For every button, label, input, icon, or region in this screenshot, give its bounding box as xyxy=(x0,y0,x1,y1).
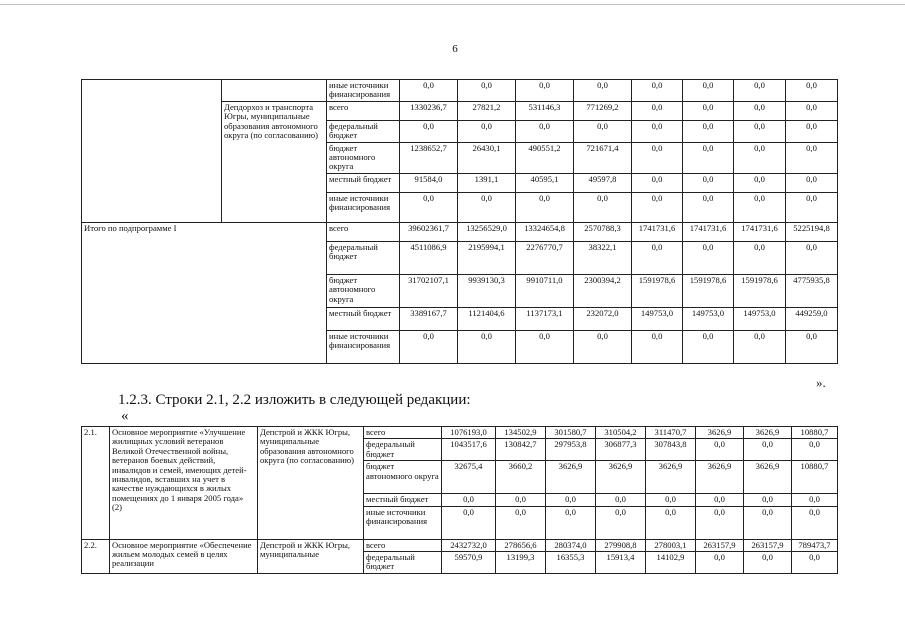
value-cell: 0,0 xyxy=(792,552,838,574)
value-cell: 9910711,0 xyxy=(516,274,574,307)
value-cell: 0,0 xyxy=(786,101,838,120)
value-cell: 0,0 xyxy=(734,192,786,222)
value-cell: 0,0 xyxy=(792,506,838,539)
value-cell: 0,0 xyxy=(786,120,838,142)
value-cell: 0,0 xyxy=(646,506,696,539)
row-number: 2.1. xyxy=(82,427,110,540)
funding-source: федеральный бюджет xyxy=(364,552,442,574)
value-cell: 232072,0 xyxy=(574,307,632,330)
value-cell: 0,0 xyxy=(496,506,546,539)
funding-source: иные источники финансирования xyxy=(327,330,400,363)
value-cell: 263157,9 xyxy=(696,539,744,551)
value-cell: 0,0 xyxy=(632,192,683,222)
subtotal-label: Итого по подпрограмме I xyxy=(82,222,327,363)
blank-cell xyxy=(222,80,327,102)
value-cell: 2570788,3 xyxy=(574,222,632,241)
value-cell: 39602361,7 xyxy=(400,222,458,241)
value-cell: 0,0 xyxy=(734,80,786,102)
value-cell: 3660,2 xyxy=(496,461,546,494)
value-cell: 2195994,1 xyxy=(458,241,516,274)
closing-quote: ». xyxy=(816,375,826,390)
funding-source: иные источники финансирования xyxy=(364,506,442,539)
value-cell: 0,0 xyxy=(734,173,786,192)
value-cell: 0,0 xyxy=(683,120,734,142)
value-cell: 2276770,7 xyxy=(516,241,574,274)
value-cell: 771269,2 xyxy=(574,101,632,120)
executor-cell: Депстрой и ЖКК Югры, муниципальные образования автономного округа (по согласованию) xyxy=(258,427,364,540)
value-cell: 0,0 xyxy=(516,120,574,142)
value-cell: 0,0 xyxy=(734,120,786,142)
value-cell: 0,0 xyxy=(792,494,838,506)
funding-source: местный бюджет xyxy=(364,494,442,506)
value-cell: 1121404,6 xyxy=(458,307,516,330)
value-cell: 0,0 xyxy=(516,330,574,363)
value-cell: 0,0 xyxy=(696,439,744,461)
activity-title: Основное мероприятие «Обеспечение жильем молодых семей в целях реализации xyxy=(110,539,258,573)
value-cell: 3626,9 xyxy=(696,461,744,494)
value-cell: 1741731,6 xyxy=(632,222,683,241)
activity-title: Основное мероприятие «Улучшение жилищных условий ветеранов Великой Отечественной войны, ветеранов боевых действий, инвалидов и семей, имеющих детей-инвалидов, вставших на учет в качестве нуждающихся в жилых помещениях до 1 января 2005 года» (2) xyxy=(110,427,258,540)
value-cell: 0,0 xyxy=(683,80,734,102)
value-cell: 0,0 xyxy=(632,142,683,173)
value-cell: 0,0 xyxy=(786,80,838,102)
value-cell: 0,0 xyxy=(546,506,596,539)
funding-source: бюджет автономного округа xyxy=(327,142,400,173)
value-cell: 13256529,0 xyxy=(458,222,516,241)
funding-source: всего xyxy=(364,427,442,439)
funding-source: бюджет автономного округа xyxy=(364,461,442,494)
value-cell: 0,0 xyxy=(744,439,792,461)
value-cell: 0,0 xyxy=(683,142,734,173)
executor-cell: Депстрой и ЖКК Югры, муниципальные xyxy=(258,539,364,573)
value-cell: 3626,9 xyxy=(744,461,792,494)
funding-source: всего xyxy=(364,539,442,551)
value-cell: 0,0 xyxy=(400,192,458,222)
value-cell: 1741731,6 xyxy=(683,222,734,241)
value-cell: 0,0 xyxy=(632,101,683,120)
value-cell: 0,0 xyxy=(696,506,744,539)
opening-quote: « xyxy=(121,408,129,424)
value-cell: 2432732,0 xyxy=(442,539,496,551)
value-cell: 0,0 xyxy=(683,173,734,192)
value-cell: 0,0 xyxy=(786,142,838,173)
value-cell: 531146,3 xyxy=(516,101,574,120)
value-cell: 1238652,7 xyxy=(400,142,458,173)
value-cell: 0,0 xyxy=(734,142,786,173)
executor-cell: Депдорхоз и транспорта Югры, муниципальные образования автономного округа (по согласованию) xyxy=(222,101,327,222)
value-cell: 26430,1 xyxy=(458,142,516,173)
table-row xyxy=(82,427,838,439)
value-cell: 306877,3 xyxy=(596,439,646,461)
value-cell: 0,0 xyxy=(744,506,792,539)
value-cell: 0,0 xyxy=(400,120,458,142)
value-cell: 49597,8 xyxy=(574,173,632,192)
value-cell: 0,0 xyxy=(786,330,838,363)
value-cell: 91584,0 xyxy=(400,173,458,192)
value-cell: 0,0 xyxy=(683,101,734,120)
value-cell: 0,0 xyxy=(632,241,683,274)
value-cell: 0,0 xyxy=(683,241,734,274)
value-cell: 3626,9 xyxy=(546,461,596,494)
value-cell: 0,0 xyxy=(696,494,744,506)
value-cell: 1043517,6 xyxy=(442,439,496,461)
value-cell: 14102,9 xyxy=(646,552,696,574)
value-cell: 0,0 xyxy=(458,120,516,142)
value-cell: 2300394,2 xyxy=(574,274,632,307)
funding-table-rows-2-1-2-2 xyxy=(81,426,838,574)
value-cell: 310504,2 xyxy=(596,427,646,439)
value-cell: 149753,0 xyxy=(734,307,786,330)
value-cell: 0,0 xyxy=(458,80,516,102)
value-cell: 0,0 xyxy=(574,330,632,363)
value-cell: 27821,2 xyxy=(458,101,516,120)
funding-source: местный бюджет xyxy=(327,173,400,192)
funding-source: бюджет автономного округа xyxy=(327,274,400,307)
value-cell: 297953,8 xyxy=(546,439,596,461)
funding-source: местный бюджет xyxy=(327,307,400,330)
value-cell: 59570,9 xyxy=(442,552,496,574)
value-cell: 32675,4 xyxy=(442,461,496,494)
value-cell: 311470,7 xyxy=(646,427,696,439)
value-cell: 0,0 xyxy=(683,192,734,222)
value-cell: 490551,2 xyxy=(516,142,574,173)
value-cell: 134502,9 xyxy=(496,427,546,439)
value-cell: 15913,4 xyxy=(596,552,646,574)
value-cell: 9939130,3 xyxy=(458,274,516,307)
row-number: 2.2. xyxy=(82,539,110,573)
value-cell: 4775935,8 xyxy=(786,274,838,307)
value-cell: 16355,3 xyxy=(546,552,596,574)
value-cell: 0,0 xyxy=(400,80,458,102)
value-cell: 278656,6 xyxy=(496,539,546,551)
value-cell: 3626,9 xyxy=(596,461,646,494)
value-cell: 40595,1 xyxy=(516,173,574,192)
value-cell: 149753,0 xyxy=(683,307,734,330)
value-cell: 10880,7 xyxy=(792,427,838,439)
value-cell: 1137173,1 xyxy=(516,307,574,330)
value-cell: 1391,1 xyxy=(458,173,516,192)
value-cell: 0,0 xyxy=(696,552,744,574)
value-cell: 149753,0 xyxy=(632,307,683,330)
table-row xyxy=(82,539,838,551)
value-cell: 0,0 xyxy=(574,80,632,102)
value-cell: 721671,4 xyxy=(574,142,632,173)
value-cell: 3626,9 xyxy=(696,427,744,439)
value-cell: 0,0 xyxy=(744,494,792,506)
value-cell: 0,0 xyxy=(786,173,838,192)
value-cell: 301580,7 xyxy=(546,427,596,439)
value-cell: 1591978,6 xyxy=(683,274,734,307)
value-cell: 0,0 xyxy=(596,494,646,506)
value-cell: 0,0 xyxy=(683,330,734,363)
funding-source: федеральный бюджет xyxy=(364,439,442,461)
value-cell: 0,0 xyxy=(442,494,496,506)
funding-source: федеральный бюджет xyxy=(327,120,400,142)
value-cell: 0,0 xyxy=(442,506,496,539)
value-cell: 0,0 xyxy=(646,494,696,506)
value-cell: 3626,9 xyxy=(646,461,696,494)
value-cell: 130842,7 xyxy=(496,439,546,461)
value-cell: 1076193,0 xyxy=(442,427,496,439)
value-cell: 1741731,6 xyxy=(734,222,786,241)
value-cell: 307843,8 xyxy=(646,439,696,461)
value-cell: 0,0 xyxy=(786,241,838,274)
value-cell: 0,0 xyxy=(792,439,838,461)
funding-source: всего xyxy=(327,222,400,241)
value-cell: 4511086,9 xyxy=(400,241,458,274)
funding-source: федеральный бюджет xyxy=(327,241,400,274)
value-cell: 13199,3 xyxy=(496,552,546,574)
value-cell: 0,0 xyxy=(516,80,574,102)
value-cell: 0,0 xyxy=(786,192,838,222)
value-cell: 280374,0 xyxy=(546,539,596,551)
value-cell: 0,0 xyxy=(632,330,683,363)
value-cell: 0,0 xyxy=(734,101,786,120)
funding-source: иные источники финансирования xyxy=(327,192,400,222)
value-cell: 0,0 xyxy=(596,506,646,539)
value-cell: 3626,9 xyxy=(744,427,792,439)
page-top-rule xyxy=(0,4,905,5)
value-cell: 278003,1 xyxy=(646,539,696,551)
value-cell: 0,0 xyxy=(632,173,683,192)
funding-source: иные источники финансирования xyxy=(327,80,400,102)
table-row xyxy=(82,80,838,102)
value-cell: 0,0 xyxy=(496,494,546,506)
value-cell: 10880,7 xyxy=(792,461,838,494)
value-cell: 0,0 xyxy=(574,192,632,222)
value-cell: 0,0 xyxy=(458,192,516,222)
value-cell: 789473,7 xyxy=(792,539,838,551)
value-cell: 13324654,8 xyxy=(516,222,574,241)
value-cell: 38322,1 xyxy=(574,241,632,274)
blank-cell xyxy=(82,80,222,223)
value-cell: 0,0 xyxy=(734,330,786,363)
value-cell: 0,0 xyxy=(546,494,596,506)
value-cell: 0,0 xyxy=(516,192,574,222)
value-cell: 0,0 xyxy=(458,330,516,363)
table-row xyxy=(82,222,838,241)
value-cell: 0,0 xyxy=(734,241,786,274)
value-cell: 1330236,7 xyxy=(400,101,458,120)
value-cell: 0,0 xyxy=(632,80,683,102)
value-cell: 0,0 xyxy=(744,552,792,574)
section-heading: 1.2.3. Строки 2.1, 2.2 изложить в следующей редакции: xyxy=(118,392,471,408)
value-cell: 0,0 xyxy=(574,120,632,142)
value-cell: 279908,8 xyxy=(596,539,646,551)
value-cell: 1591978,6 xyxy=(632,274,683,307)
value-cell: 449259,0 xyxy=(786,307,838,330)
value-cell: 5225194,8 xyxy=(786,222,838,241)
funding-source: всего xyxy=(327,101,400,120)
funding-table-subprogram-1 xyxy=(81,79,838,364)
value-cell: 31702107,1 xyxy=(400,274,458,307)
value-cell: 1591978,6 xyxy=(734,274,786,307)
value-cell: 0,0 xyxy=(632,120,683,142)
value-cell: 3389167,7 xyxy=(400,307,458,330)
page-number: 6 xyxy=(452,43,458,55)
value-cell: 263157,9 xyxy=(744,539,792,551)
value-cell: 0,0 xyxy=(400,330,458,363)
